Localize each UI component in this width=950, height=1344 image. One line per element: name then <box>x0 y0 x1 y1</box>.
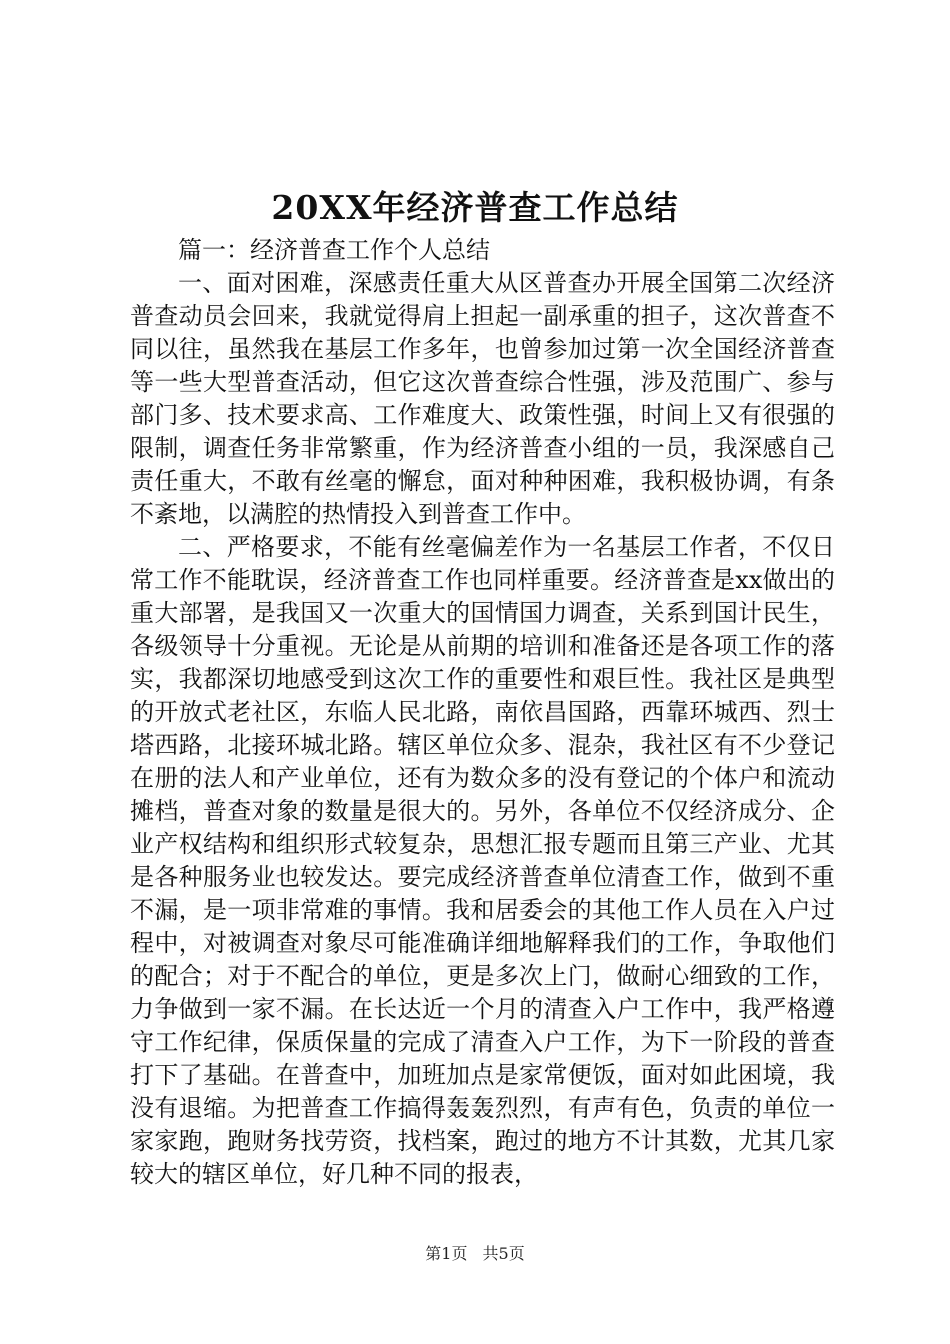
document-body <box>130 234 835 1194</box>
body-paragraph: 一、面对困难，深感责任重大从区普查办开展全国第二次经济普查动员会回来，我就觉得肩上担起一副承重的担子，这次普查不同以往，虽然我在基层工作多年，也曾参加过第一次全国经济普查等一些大型普查活动，但它这次普查综合性强，涉及范围广、参与部门多、技术要求高、工作难度大、政策性强，时间上又有很强的限制，调查任务非常繁重，作为经济普查小组的一员，我深感自己责任重大，不敢有丝毫的懈怠，面对种种困难，我积极协调，有条不紊地，以满腔的热情投入到普查工作中。 <box>130 269 835 528</box>
page-number: 第1页 <box>425 1244 468 1263</box>
section-heading: 篇一：经济普查工作个人总结 <box>178 236 490 264</box>
body-paragraph: 二、严格要求，不能有丝毫偏差作为一名基层工作者，不仅日常工作不能耽误，经济普查工作也同样重要。经济普查是xx做出的重大部署，是我国又一次重大的国情国力调查，关系到国计民生，各级领导十分重视。无论是从前期的培训和准备还是各项工作的落实，我都深切地感受到这次工作的重要性和艰巨性。我社区是典型的开放式老社区，东临人民北路，南依昌国路，西靠环城西、烈士塔西路，北接环城北路。辖区单位众多、混杂，我社区有不少登记在册的法人和产业单位，还有为数众多的没有登记的个体户和流动摊档，普查对象的数量是很大的。另外，各单位不仅经济成分、企业产权结构和组织形式较复杂，思想汇报专题而且第三产业、尤其是各种服务业也较发达。要完成经济普查单位清查工作，做到不重不漏，是一项非常难的事情。我和居委会的其他工作人员在入户过程中，对被调查对象尽可能准确详细地解释我们的工作，争取他们的配合；对于不配合的单位，更是多次上门，做耐心细致的工作，力争做到一家不漏。在长达近一个月的清查入户工作中，我严格遵守工作纪律，保质保量的完成了清查入户工作，为下一阶段的普查打下了基础。在普查中，加班加点是家常便饭，面对如此困境，我没有退缩。为把普查工作搞得轰轰烈烈，有声有色，负责的单位一家家跑，跑财务找劳资，找档案，跑过的地方不计其数，尤其几家较大的辖区单位，好几种不同的报表， <box>130 533 835 1188</box>
document-title: 20XX年经济普查工作总结 <box>271 188 679 227</box>
page-footer <box>0 1244 950 1264</box>
page-total: 共5页 <box>482 1244 525 1263</box>
